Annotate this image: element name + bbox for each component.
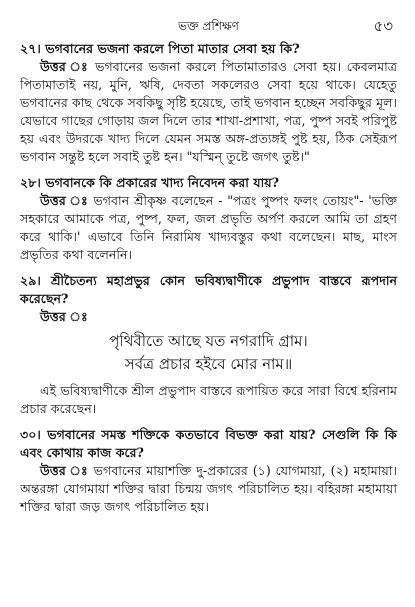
question-28: ২৮। ভগবানকে কি প্রকারের খাদ্য নিবেদন করা যায়? [20, 175, 280, 190]
answer-label: উত্তর ঃ [40, 193, 89, 208]
answer-label: উত্তর ঃ [40, 309, 88, 324]
qa-28 [20, 174, 397, 264]
answer-27 [20, 58, 397, 166]
answer-label: উত্তর ঃ [40, 59, 90, 74]
answer-label: উত্তর ঃ [40, 463, 89, 478]
question-30: ৩০। ভগবানের সমস্ত শক্তিকে কতভাবে বিভক্ত করা যায়? সেগুলি কি কি এবং কোথায় কাজ করে? [20, 427, 397, 460]
answer-29: এই ভবিষ্যদ্বাণীকে শ্রীল প্রভুপাদ বাস্তবে রূপায়িত করে সারা বিশ্বে হরিনাম প্রচার করেছেন। [20, 383, 397, 416]
verse [20, 330, 397, 376]
question-29: ২৯। শ্রীচৈতন্য মহাপ্রভুর কোন ভবিষ্যদ্বাণীকে প্রভুপাদ বাস্তবে রূপদান করেছেন? [20, 273, 397, 306]
verse-line-1: পৃথিবীতে আছে যত নগরাদি গ্রাম। [109, 332, 308, 350]
running-title: ভক্ত প্রশিক্ষণ [178, 19, 239, 33]
answer-30 [20, 462, 397, 516]
answer-text: ভগবানের মায়াশক্তি দু-প্রকারের (১) যোগমায়া, (২) মহামায়া। অন্তরঙ্গা যোগমায়া শক্তির দ্বারা চিন্ময় জগৎ পরিচালিত হয়। বহিরঙ্গা মহামায়া শক্তির দ্বারা জড় জগৎ পরিচালিত হয়। [20, 463, 397, 514]
qa-29 [20, 272, 397, 418]
qa-27 [20, 40, 397, 166]
answer-text: ভগবানের ভজনা করলে পিতামাতারও সেবা হয়। কেবলমাত্র পিতামাতাই নয়, মুনি, ঋষি, দেবতা সকলেরও সেবা হয়ে থাকে। যেহেতু ভগবানের কাছ থেকে সবকিছু সৃষ্টি হয়েছে, তাই ভগবান হচ্ছেন সবকিছুর মূল। যেভাবে গাছের গোড়ায় জল দিলে তার শাখা-প্রশাখা, পত্র, পুষ্প সবই পরিপুষ্ট হয় এবং উদরকে খাদ্য দিলে যেমন সমস্ত অঙ্গ-প্রত্যঙ্গই পুষ্ট হয়, ঠিক সেইরূপ ভগবান সন্তুষ্ট হলে সবাই তুষ্ট হন। "যস্মিন্ তুষ্টে জগৎ তুষ্ট।" [20, 59, 397, 164]
page-number: ৫৩ [373, 17, 393, 35]
page-header [20, 0, 397, 40]
answer-28 [20, 192, 397, 264]
answer-29-label [20, 308, 397, 326]
verse-line-2: সর্বত্র প্রচার হইবে মোর নাম॥ [124, 355, 293, 373]
qa-30 [20, 426, 397, 516]
answer-text: ভগবান শ্রীকৃষ্ণ বলেছেন - "পত্রং পুষ্পং ফলং তোয়ং"- 'ভক্তি সহকারে আমাকে পত্র, পুষ্প, ফল, জল প্রভৃতি অর্পণ করলে আমি তা গ্রহণ করে থাকি।' এভাবে তিনি নিরামিষ খাদ্যবস্তুর কথা বলেছেন। মাছ, মাংস প্রভৃতির কথা বলেননি। [20, 193, 397, 262]
question-27: ২৭। ভগবানের ভজনা করলে পিতা মাতার সেবা হয় কি? [20, 41, 300, 56]
